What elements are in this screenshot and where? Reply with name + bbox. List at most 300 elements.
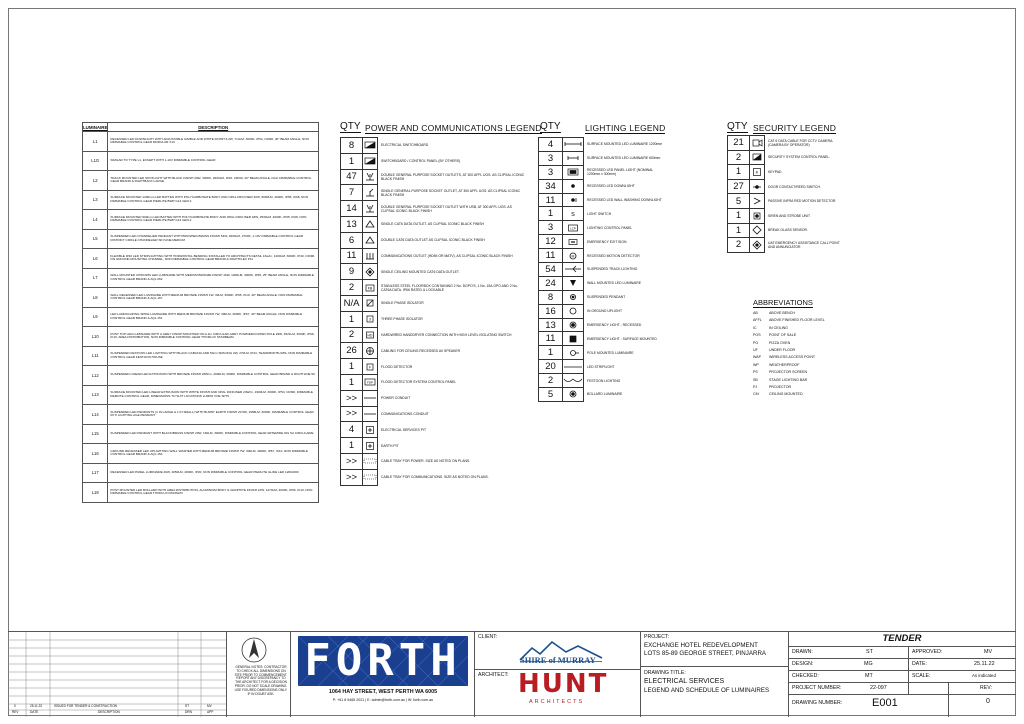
legend-row <box>728 194 845 209</box>
security-legend <box>727 135 845 253</box>
glass-symbol-icon <box>750 224 764 236</box>
legend-row <box>341 201 526 217</box>
iso-symbol-icon <box>363 297 377 309</box>
legend-symbol <box>363 422 378 438</box>
legend-row <box>728 179 845 194</box>
legend-qty: 34 <box>539 179 563 193</box>
abbreviations <box>753 292 873 399</box>
legend-symbol <box>563 304 584 318</box>
legend-qty: 27 <box>728 179 750 194</box>
schedule-code: L3 <box>83 190 108 210</box>
legend-description: SINGLE GENERAL PURPOSE SOCKET OUTLET, AT 300 AFFL UOS. AS CLIPSAL ICONIC BLACK FINISH <box>381 188 521 197</box>
legend-symbol <box>750 150 765 165</box>
abbreviation-row <box>753 310 873 317</box>
schedule-row <box>83 463 319 483</box>
legend-qty: 26 <box>341 343 363 359</box>
schedule-description: SURFACE MOUNTED LED LINEAR EXTRUSION WITH WHITE FINISH AND OPAL DIFFUSER 24W/m, 1900LM, 3000K, IP54, CRI90, DIMMABLE REMOTE CONTROL GEAR, DIMENSIONS TO SUIT LOCATIONS LUMINI VOE SP75 <box>108 385 319 405</box>
legend-symbol <box>563 360 584 374</box>
abbreviation-code: SB <box>753 377 758 382</box>
company-address: 1064 HAY STREET, WEST PERTH WA 6005 <box>328 689 438 695</box>
schedule-code: L8 <box>83 288 108 308</box>
legend-description: EMERGENCY EXIT SIGN <box>587 239 627 244</box>
legend-qty: 7 <box>341 185 363 201</box>
legend-row <box>341 295 526 311</box>
legend-qty: 6 <box>341 232 363 248</box>
legend-row <box>341 138 526 154</box>
legend-row <box>539 318 664 332</box>
legend-qty: 1 <box>341 374 363 390</box>
legend-row <box>539 263 664 277</box>
project-line2: LOTS 85-89 GEORGE STREET, PINJARRA <box>644 650 767 657</box>
legend-qty: 14 <box>341 201 363 217</box>
architect-logo-sub: ARCHITECTS <box>529 699 585 705</box>
legend-qty: 1 <box>728 208 750 223</box>
schedule-row <box>83 405 319 425</box>
schedule-code: L7 <box>83 268 108 288</box>
legend-description: FLOOD DETECTOR <box>381 364 413 369</box>
legend-qty: 1 <box>539 207 563 221</box>
legend-row <box>539 360 664 374</box>
design-value: MG <box>864 661 873 667</box>
legend-description: BOLLARD LUMINAIRE <box>587 392 623 397</box>
fb-symbol-icon <box>363 282 377 294</box>
legend-qty: 5 <box>539 388 563 402</box>
hw-symbol-icon <box>363 329 377 341</box>
legend-row <box>341 169 526 185</box>
abbreviation-row <box>753 377 873 384</box>
tri-symbol-icon <box>363 234 377 246</box>
abbreviation-meaning: ABOVE BENCH <box>769 311 795 315</box>
abbreviation-meaning: POINT OF SALE <box>769 333 797 338</box>
legend-qty: 3 <box>539 221 563 235</box>
wall-symbol-icon <box>563 277 583 289</box>
legend-qty: 8 <box>539 290 563 304</box>
abbreviation-code: WAP <box>753 355 762 360</box>
schedule-row <box>83 327 319 347</box>
assist-symbol-icon <box>750 239 764 251</box>
schedule-header-luminaire: LUMINAIRE <box>83 124 108 130</box>
legend-qty: 16 <box>539 304 563 318</box>
schedule-row <box>83 268 319 288</box>
legend-description: POWER CONDUIT <box>381 396 411 401</box>
schedule-row <box>83 444 319 464</box>
schedule-row <box>83 288 319 308</box>
legend-description: FESTOON LIGHTING <box>587 378 621 383</box>
rev-row-drn: ST <box>185 704 190 708</box>
legend-row <box>341 374 526 390</box>
schedule-description: RECESSED LED DOWNLIGHT WITH ADJUSTABLE GIMBLE AND WHITE FINISH 5.2W, 714LM, 3000K, IP54, CRI90, 40° BEAM ANGLE, NON DIMMABLE CONTROL GEAR MODULAR X13 <box>108 132 319 152</box>
legend-description: DOUBLE CAT6 DATA OUTLET AS CLIPSAL ICONIC BLACK FINISH <box>381 238 485 243</box>
legend-qty: 2 <box>728 238 750 253</box>
schedule-row <box>83 151 319 171</box>
architect-logo-text: HUNT <box>518 669 609 699</box>
legend-qty: 1 <box>341 438 363 454</box>
legend-description: POLE MOUNTED LUMINAIRE <box>587 350 634 355</box>
legend-row <box>341 327 526 343</box>
abbreviation-code: AFFL <box>753 318 762 323</box>
abbreviation-row <box>753 340 873 347</box>
legend-symbol <box>363 264 378 280</box>
legend-row <box>341 153 526 169</box>
legend-symbol <box>363 153 378 169</box>
legend-description: BREAK GLASS SENSOR. <box>768 228 808 233</box>
legend-description: ELECTRICAL SERVICES PIT <box>381 427 427 432</box>
legend-qty: 13 <box>341 216 363 232</box>
rev-header-date: DATE <box>30 710 39 714</box>
schedule-description: SUSPENDED LINEAR LED EXTRUSION WITH BRONZE FINISH 26W/m, 2600LM, 3000K, DIMMABLE CONTROL GEAR BRAND & RIGHTLINE 50 <box>108 366 319 386</box>
drawing-number-label: DRAWING NUMBER: <box>792 700 843 706</box>
legend-qty: 2 <box>341 327 363 343</box>
rev-header-app: APP <box>207 710 214 714</box>
legend-qty: 54 <box>539 263 563 277</box>
schedule-description: SURFACE MOUNTED 600mm LED BATTEN WITH POLYCARBONATE BODY AND OPAL DIFFUSER 18W, 2530LM, 4000K, IP65, IK08, NON DIMMABLE CONTROL GEAR PIERLITE BWP G13 GEN 2 <box>108 210 319 230</box>
legend-row <box>341 311 526 327</box>
ep-symbol-icon <box>363 440 377 452</box>
rev-label: REV: <box>980 685 992 691</box>
legend-row <box>539 138 664 152</box>
project-label: PROJECT: <box>644 634 670 640</box>
legend-symbol <box>363 390 378 406</box>
abbreviation-meaning: UNDER FLOOR <box>769 348 796 353</box>
legend-row <box>539 151 664 165</box>
abbreviation-row <box>753 362 873 369</box>
lighting-qty-heading: QTY <box>540 121 561 132</box>
legend-qty: >> <box>341 390 363 406</box>
legend-row <box>539 388 664 402</box>
legend-description: DOUBLE GENERAL PURPOSE SOCKET OUTLETS, AT 300 AFFL UOS. AS CLIPSAL ICONIC BLACK FINISH <box>381 172 525 181</box>
legend-description: SINGLE CEILING MOUNTED CAT6 DATA OUTLET. <box>381 269 460 274</box>
schedule-code: L1G <box>83 151 108 171</box>
abbreviation-code: PS <box>753 370 758 375</box>
schedule-row <box>83 210 319 230</box>
lighting-legend-title: LIGHTING LEGEND <box>585 123 666 133</box>
tray-symbol-icon <box>363 455 377 467</box>
schedule-code: L18 <box>83 483 108 503</box>
project-line1: EXCHANGE HOTEL REDEVELOPMENT <box>644 642 758 649</box>
legend-symbol <box>363 374 378 390</box>
legend-qty: 1 <box>341 311 363 327</box>
legend-row <box>539 235 664 249</box>
abbreviation-meaning: WEATHERPROOF <box>769 362 800 367</box>
legend-row <box>341 422 526 438</box>
abbreviation-code: UF <box>753 348 758 353</box>
ep-symbol-icon <box>363 424 377 436</box>
schedule-description: SUSPENDED LED PENDANT WITH BLACK/BRASS FINISH 20W, 160LM, 3000K, DIMMABLE CONTROL GEAR ARTEMIDE 901 SA CIRCULAIRE <box>108 424 319 444</box>
legend-symbol <box>750 136 765 151</box>
schedule-description: SUSPENDED LED PENDANTS (1 IN LARGE & 1 IN SMALL) WITH BURNT EARTH FINISH 20.5W, 1958LM, 3000K, DIMMABLE CONTROL GEAR IKITI LIGHTING AGE PENDANT <box>108 405 319 425</box>
schedule-row <box>83 307 319 327</box>
legend-row <box>341 248 526 264</box>
legend-row <box>539 207 664 221</box>
schedule-row <box>83 483 319 503</box>
fd-symbol-icon <box>363 361 377 373</box>
title-block <box>8 631 1016 716</box>
pend-symbol-icon <box>563 291 583 303</box>
siren-symbol-icon <box>750 210 764 222</box>
schedule-code: L15 <box>83 424 108 444</box>
key-symbol-icon <box>750 166 764 178</box>
legend-description: SUSPENDED TRACK LIGHTING <box>587 267 638 272</box>
legend-row <box>539 304 664 318</box>
legend-row <box>341 406 526 422</box>
legend-description: DOOR CONTACT/REED SWITCH. <box>768 184 821 189</box>
abbreviation-row <box>753 317 873 324</box>
schedule-row <box>83 229 319 249</box>
motion-symbol-icon <box>563 250 583 262</box>
legend-qty: 2 <box>539 374 563 388</box>
legend-description: EMERGENCY LIGHT - SURFACE MOUNTED <box>587 336 657 341</box>
schedule-description: WALL RECESSED LED LUMINAIRE WITH MEDIUM BRONZE FINISH 1W, 30LM, 3000K, IP65, IK10, 40° BEAM ANGLE, NON DIMMABLE CONTROL GEAR BRAND & AQL 167 <box>108 288 319 308</box>
legend-symbol <box>563 249 584 263</box>
security-qty-heading: QTY <box>727 121 748 132</box>
legend-description: WALL MOUNTED LED LUMINAIRE <box>587 281 642 286</box>
date-value: 25.11.22 <box>974 661 995 667</box>
legend-symbol <box>363 343 378 359</box>
abbreviation-meaning: IN CEILING <box>769 325 788 330</box>
legend-description: PASSIVE INFRA RED MOTION DETECTOR. <box>768 199 837 204</box>
general-notes: GENERAL NOTES: CONTRACTOR TO CHECK ALL DIMENSIONS ON SITE PRIOR TO COMMENCEMENT. REPORT ANY DISCREPANCY TO THE ARCHITECT FOR A DECISION PRIOR. DO NOT SCALE DRAWING. USE FIGURED DIMENSIONS ONLY. IF IN DOUBT ASK. <box>234 665 288 696</box>
pole-symbol-icon <box>563 347 583 359</box>
schedule-code: L12 <box>83 366 108 386</box>
legend-description: CABLING FOR CEILING RECESSED AV SPEAKER <box>381 348 461 353</box>
legend-symbol <box>363 406 378 422</box>
svg-text:HD: HD <box>367 333 373 338</box>
schedule-row <box>83 171 319 191</box>
schedule-code: L11 <box>83 346 108 366</box>
north-arrow-icon <box>240 636 268 664</box>
ttt-symbol-icon <box>363 250 377 262</box>
power-legend-title: POWER AND COMMUNICATIONS LEGEND <box>365 123 542 133</box>
line-symbol-icon <box>363 392 377 404</box>
schedule-row <box>83 346 319 366</box>
legend-row <box>728 150 845 165</box>
schedule-description: SIMILAR TO TYPE L1, EXCEPT WITH 1-10V DIMMABLE CONTROL GEAR <box>108 151 319 171</box>
legend-description: UAT EMERGENCY ASSISTANCE CALL POINT AND ANNUNCIATOR <box>768 240 840 249</box>
rev-row-desc: ISSUED FOR TENDER & CONSTRUCTION <box>54 704 117 708</box>
legend-qty: 11 <box>539 249 563 263</box>
legend-symbol <box>563 207 584 221</box>
company-logo <box>298 636 468 686</box>
legend-qty: 47 <box>341 169 363 185</box>
legend-qty: 4 <box>539 138 563 152</box>
legend-description: SURFACE MOUNTED LED LUMINAIRE 1200mm <box>587 142 663 147</box>
legend-symbol <box>563 263 584 277</box>
schedule-code: L14 <box>83 405 108 425</box>
legend-description: HARDWIRED HANDDRYER CONNECTION WITH HIGH LEVEL ISOLATING SWITCH <box>381 332 512 337</box>
approved-value: MV <box>984 649 993 655</box>
schedule-code: L4 <box>83 210 108 230</box>
legend-row <box>539 179 664 193</box>
legend-description: EARTH PIT <box>381 443 399 448</box>
rev-row-date: 25.11.22 <box>30 704 43 708</box>
legend-row <box>341 438 526 454</box>
svg-text:FB: FB <box>367 286 373 291</box>
schedule-code: L17 <box>83 463 108 483</box>
legend-description: COMMUNICATIONS CONDUIT <box>381 411 429 416</box>
legend-symbol <box>363 201 378 217</box>
schedule-row <box>83 366 319 386</box>
legend-symbol <box>363 169 378 185</box>
abbreviation-meaning: STAGE LIGHTING BAR <box>769 377 808 382</box>
exit-symbol-icon <box>563 236 583 248</box>
abbreviation-row <box>753 391 873 398</box>
legend-symbol <box>363 295 378 311</box>
legend-description: COMMUNICATIONS OUTLET (HDMI OR MATV). AS CLIPSAL ICONIC BLACK FINISH <box>381 253 513 258</box>
legend-description: SURFACE MOUNTED LED LUMINAIRE 600mm <box>587 156 661 161</box>
legend-qty: 11 <box>341 248 363 264</box>
track-symbol-icon <box>563 263 583 275</box>
architect-label: ARCHITECT: <box>478 672 509 678</box>
legend-qty: 8 <box>341 138 363 154</box>
legend-row <box>728 136 845 151</box>
legend-description: RECESSED LED PANEL LIGHT (NOMINAL 1200mm x 300mm) <box>587 168 654 177</box>
svg-text:3: 3 <box>369 317 371 322</box>
abbreviation-code: WP <box>753 362 759 367</box>
drawing-title-line2: LEGEND AND SCHEDULE OF LUMINAIRES <box>644 687 770 694</box>
legend-row <box>341 216 526 232</box>
legend-description: LED STRIPLIGHT <box>587 364 615 369</box>
legend-description: CABLE TRAY FOR POWER. SIZE AS NOTED ON PLANS. <box>381 459 471 464</box>
legend-description: CABLE TRAY FOR COMMUNICATIONS. SIZE AS NOTED ON PLANS. <box>381 475 489 480</box>
legend-description: RECESSED LED WALL WASHING DOWNLIGHT <box>587 198 662 202</box>
dotw-symbol-icon <box>563 194 583 206</box>
schedule-description: FLEXIBLE IP40 LED STRIPLIGHTING WITH HORIZONTAL BENDING INSTALLED TO ARCHITECTS DETAIL 16w/m, 1200LM, 3000K, IP40, CRI90, ON GROUND MOUNTING CHANNEL, NON DIMMABLE CONTROL GEAR BRAND & RIGHTFLEX P11 <box>108 249 319 269</box>
rev-row-rev: 0 <box>14 704 16 708</box>
legend-description: FLOOD DETECTOR SYSTEM CONTROL PANEL <box>381 380 457 385</box>
box-symbol-icon <box>563 333 583 345</box>
legend-symbol <box>363 280 378 296</box>
legend-row <box>341 359 526 375</box>
reed-symbol-icon <box>750 181 764 193</box>
legend-symbol <box>363 232 378 248</box>
abbreviation-row <box>753 332 873 339</box>
schedule-description: SURFACE MOUNTED 1200mm LED BATTEN WITH POLYCARBONATE BODY AND OPAL DIFFUSER 40W, 5000LM, 4000K, IP65, IK08, NON DIMMABLE CONTROL GEAR PIERLITE BWP G13 GEN 2 <box>108 190 319 210</box>
legend-symbol <box>563 138 584 152</box>
abbreviation-row <box>753 369 873 376</box>
gpo1-symbol-icon <box>363 187 377 199</box>
rect-symbol-icon <box>363 155 377 167</box>
gpo2-symbol-icon <box>363 203 377 215</box>
legend-description: SUSPENDED PENDANT <box>587 295 626 300</box>
legend-description: ELECTRICAL SWITCHBOARD <box>381 143 429 148</box>
line-symbol-icon <box>363 408 377 420</box>
abbreviation-code: PO <box>753 340 759 345</box>
legend-description: SECURITY SYSTEM CONTROL PANEL. <box>768 155 831 160</box>
schedule-description: RECESSED LED PANEL LUMINAIRE 40W, 4050LM, 4000K, IP20, NON DIMMABLE CONTROL GEAR PIERLITE GLIDE LED 1200x600 <box>108 463 319 483</box>
schedule-description: TRACK MOUNTED LED SPOTLIGHT WITH BLACK FINISH 20W, 3000K, 2600LM, IP20, CRI90, 40° BEAM ANGLE, DALI DIMMABLE CONTROL GEAR BRAND & RIGHTBACK LARGE <box>108 171 319 191</box>
svg-text:K: K <box>755 169 759 175</box>
legend-symbol <box>363 469 378 485</box>
tri-symbol-icon <box>363 218 377 230</box>
revision-table <box>8 632 226 717</box>
schedule-code: L16 <box>83 444 108 464</box>
legend-symbol <box>563 151 584 165</box>
abbreviation-meaning: PIZZA OVEN <box>769 340 791 345</box>
legend-row <box>539 374 664 388</box>
legend-qty: 12 <box>539 235 563 249</box>
design-label: DESIGN: <box>792 661 814 667</box>
legend-symbol <box>363 138 378 154</box>
schedule-description: WALL MOUNTED UP/DOWN LED LUMINAIRE WITH MEDIUM BRONZE FINISH 16W, 1000LM, 3000K, IP65, 25° BEAM ANGLE, NON DIMMABLE CONTROL GEAR BRAND & AQL 062 <box>108 268 319 288</box>
rev-row-app: MV <box>207 704 212 708</box>
drawing-status: TENDER <box>882 633 922 644</box>
scale-value: As indicated <box>972 673 996 678</box>
client-label: CLIENT: <box>478 634 498 640</box>
date-label: DATE: <box>912 661 927 667</box>
legend-qty: 20 <box>539 360 563 374</box>
abbreviation-meaning: ABOVE FINISHED FLOOR LEVEL <box>769 318 825 323</box>
legend-qty: 21 <box>728 136 750 151</box>
diamond-symbol-icon <box>363 266 377 278</box>
legend-qty: 1 <box>539 346 563 360</box>
company-contact: P: +61 8 9465 2021 | E: admin@forth.com.au | W: forth.com.au <box>332 698 434 702</box>
legend-description: CAT 6 DATA CABLE FOR CCTV CAMERA. (CAMERA BY OPERATOR) <box>768 138 834 147</box>
schedule-row <box>83 424 319 444</box>
fdp-symbol-icon <box>363 376 377 388</box>
svg-text:F: F <box>368 365 372 370</box>
drawing-title-line1: ELECTRICAL SERVICES <box>644 678 725 685</box>
dot-symbol-icon <box>563 180 583 192</box>
circle-symbol-icon <box>563 319 583 331</box>
abbreviation-code: CM <box>753 392 759 397</box>
checked-label: CHECKED: <box>792 673 819 679</box>
abbreviation-code: PJ <box>753 385 758 390</box>
rev-value: 0 <box>986 698 990 705</box>
legend-symbol <box>363 216 378 232</box>
cam-symbol-icon <box>750 137 764 149</box>
legend-description: SINGLE CAT6 DATA OUTLET. AS CLIPSAL ICONIC BLACK FINISH <box>381 222 484 227</box>
lcp-symbol-icon <box>563 222 583 234</box>
abbreviation-code: POS <box>753 333 761 338</box>
company-logo-text: FORTH <box>304 635 462 686</box>
tray-symbol-icon <box>363 471 377 483</box>
schedule-code: L1 <box>83 132 108 152</box>
legend-row <box>539 193 664 207</box>
legend-qty: 1 <box>728 165 750 180</box>
abbreviation-meaning: CEILING MOUNTED <box>769 392 803 397</box>
legend-row <box>341 264 526 280</box>
legend-row <box>728 165 845 180</box>
pir-symbol-icon <box>750 195 764 207</box>
gpo2-symbol-icon <box>363 171 377 183</box>
schedule-description: POST MOUNTED LED BOLLARD WITH AREA DISTRIBUTION, ALUMINIUM BODY & GRAPHITE FINISH 21W, 1470LM, 4000K, IP66, IK10, NON DIMMABLE CONTROL GEAR THORLUX PASSWAY <box>108 483 319 503</box>
legend-row <box>341 280 526 296</box>
legend-symbol <box>363 185 378 201</box>
legend-row <box>539 276 664 290</box>
legend-qty: 2 <box>728 150 750 165</box>
legend-description: LIGHT SWITCH <box>587 211 612 216</box>
schedule-code: L10 <box>83 327 108 347</box>
approved-label: APPROVED: <box>912 649 943 655</box>
abbreviation-code: AB <box>753 311 758 315</box>
drawing-title-label: DRAWING TITLE: <box>644 670 686 676</box>
legend-description: LIGHTING CONTROL PANEL <box>587 225 633 230</box>
power-qty-heading: QTY <box>340 121 361 132</box>
legend-symbol <box>563 165 584 179</box>
legend-qty: 4 <box>341 422 363 438</box>
legend-symbol <box>363 453 378 469</box>
legend-symbol <box>750 165 765 180</box>
legend-description: RECESSED LED DOWNLIGHT <box>587 184 635 189</box>
rev-header-drn: DRN <box>185 710 192 714</box>
panel-symbol-icon <box>563 166 583 178</box>
legend-row <box>341 390 526 406</box>
legend-symbol <box>563 388 584 402</box>
legend-description: EMERGENCY LIGHT - RECESSED <box>587 323 642 328</box>
abbreviation-row <box>753 347 873 354</box>
legend-row <box>341 343 526 359</box>
fest-symbol-icon <box>563 375 583 387</box>
